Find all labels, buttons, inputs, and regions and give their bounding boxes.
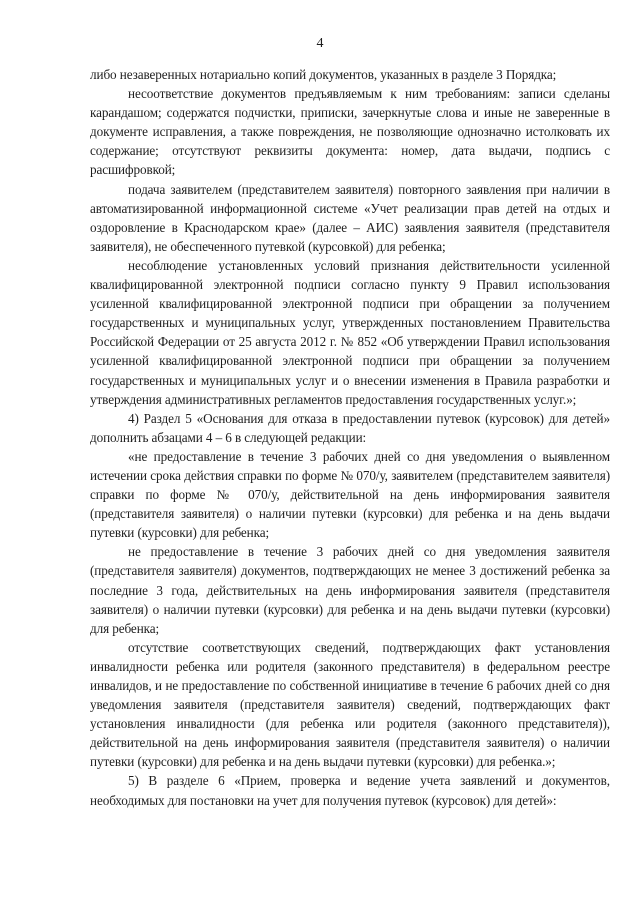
- paragraph: не предоставление в течение 3 рабочих дней со дня уведомления заявителя (представителя заявителя) документов, подтверждающих не менее 3 достижений ребенка за последние 3 года, действительных на день информирования заявителя (представителя заявителя) о наличии путевки (курсовки) для ребенка и на день выдачи путевки (курсовки) для ребенка;: [90, 544, 610, 636]
- paragraph: подача заявителем (представителем заявителя) повторного заявления при наличии в автоматизированной информационной системе «Учет реализации прав детей на отдых и оздоровление в Краснодарском крае» (далее – АИС) заявления заявителя (представителя заявителя), не обеспеченного путевкой (курсовкой) для ребенка;: [90, 181, 610, 254]
- paragraph: либо незаверенных нотариально копий документов, указанных в разделе 3 Порядка;: [90, 67, 557, 82]
- paragraph: несоответствие документов предъявляемым к ним требованиям: записи сделаны карандашом; содержатся подчистки, приписки, зачеркнутые слова и иные не заверенные в документе исправления, а также повреждения, не позволяющие однозначно истолковать их содержание; отсутствуют реквизиты документа: номер, дата выдачи, подпись с расшифровкой;: [90, 86, 610, 178]
- paragraph: 5) В разделе 6 «Прием, проверка и ведение учета заявлений и документов, необходимых для постановки на учет для получения путевок (курсовок) для детей»:: [90, 773, 610, 808]
- document-body: [90, 65, 610, 810]
- page-number: 4: [316, 36, 324, 51]
- paragraph: 4) Раздел 5 «Основания для отказа в предоставлении путевок (курсовок) для детей» дополнить абзацами 4 – 6 в следующей редакции:: [90, 410, 610, 445]
- paragraph: отсутствие соответствующих сведений, подтверждающих факт установления инвалидности ребенка или родителя (законного представителя) в федеральном реестре инвалидов, и не предоставление по собственной инициативе в течение 6 рабочих дней со дня уведомления заявителя (представителя заявителя) сведений, подтверждающих факт установления инвалидности (для ребенка или родителя (законного представителя)), действительной на день информирования заявителя (представителя заявителя) о наличии путевки (курсовки) для ребенка и на день выдачи путевки (курсовки) для ребенка.»;: [90, 639, 610, 770]
- paragraph: «не предоставление в течение 3 рабочих дней со дня уведомления о выявленном истечении срока действия справки по форме № 070/у, заявителем (представителем заявителя) справки по форме № 070/у, действительной на день информирования заявителя (представителя заявителя) о наличии путевки (курсовки) для ребенка и на день выдачи путевки (курсовки) для ребенка;: [90, 448, 610, 541]
- paragraph: несоблюдение установленных условий признания действительности усиленной квалифицированной электронной подписи согласно пункту 9 Правил использования усиленной квалифицированной электронной подписи при обращении за получением государственных и муниципальных услуг, утвержденных постановлением Правительства Российской Федерации от 25 августа 2012 г. № 852 «Об утверждении Правил использования усиленной квалифицированной электронной подписи при обращении за получением государственных и муниципальных услуг и о внесении изменения в Правила разработки и утверждения административных регламентов предоставления государственных услуг.»;: [90, 257, 610, 407]
